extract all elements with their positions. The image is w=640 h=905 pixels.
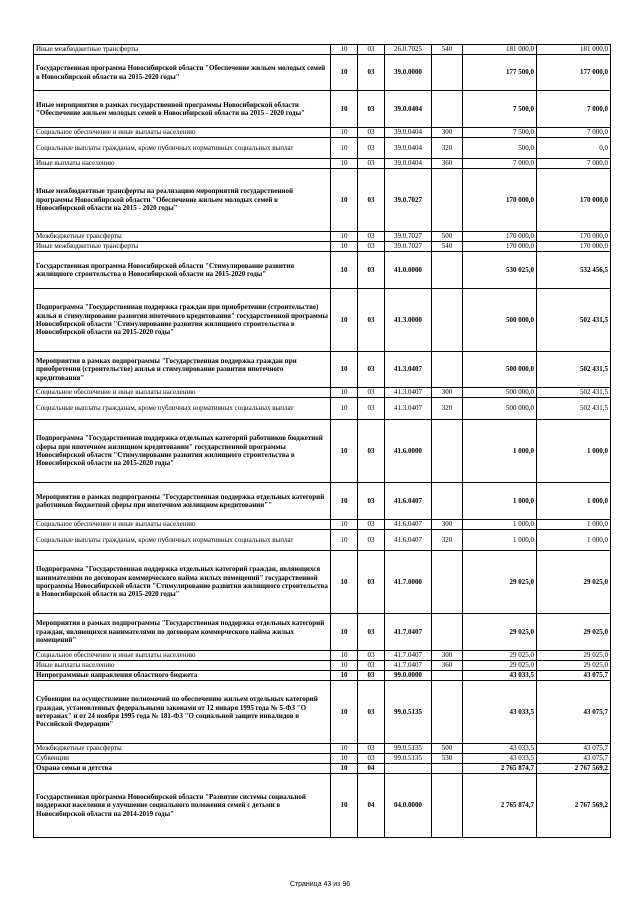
table-body — [34, 45, 611, 838]
row-subsection: 03 — [358, 551, 385, 614]
row-section: 10 — [331, 530, 358, 551]
row-name: Мероприятия в рамках подпрограммы "Государственная поддержка отдельных категорий граждан, являющихся нанимателями по договорам коммерческого найма жилых помещений" — [34, 614, 331, 651]
row-expense-type — [432, 55, 463, 91]
row-subsection: 03 — [358, 754, 385, 764]
row-target-code: 39.0.0000 — [385, 55, 432, 91]
row-amount-2017: 502 431,5 — [537, 352, 611, 388]
row-amount-2017: 170 000,0 — [537, 169, 611, 232]
row-name: Иные межбюджетные трансферты — [34, 45, 331, 55]
row-section: 10 — [331, 774, 358, 838]
row-section: 10 — [331, 252, 358, 289]
row-name: Охрана семьи и детства — [34, 764, 331, 774]
row-expense-type: 320 — [432, 398, 463, 420]
row-subsection: 03 — [358, 661, 385, 671]
row-expense-type — [432, 671, 463, 681]
row-expense-type: 300 — [432, 128, 463, 138]
row-amount-2016: 1 000,0 — [463, 420, 537, 483]
row-amount-2016: 1 000,0 — [463, 530, 537, 551]
row-amount-2016: 7 500,0 — [463, 128, 537, 138]
table-row — [34, 159, 611, 169]
page-number: Страница 43 из 96 — [289, 881, 351, 888]
row-section: 10 — [331, 159, 358, 169]
row-subsection: 03 — [358, 91, 385, 128]
table-row — [34, 138, 611, 159]
row-subsection: 03 — [358, 352, 385, 388]
table-row — [34, 483, 611, 520]
row-expense-type — [432, 614, 463, 651]
row-amount-2016: 2 765 874,7 — [463, 764, 537, 774]
table-row — [34, 289, 611, 352]
row-subsection: 03 — [358, 651, 385, 661]
row-section: 10 — [331, 614, 358, 651]
table-row — [34, 252, 611, 289]
row-name: Государственная программа Новосибирской области "Стимулирование развития жилищного строительства в Новосибирской области на 2015-2020 годы" — [34, 252, 331, 289]
table-row — [34, 614, 611, 651]
row-amount-2016: 2 765 874,7 — [463, 774, 537, 838]
table-row — [34, 754, 611, 764]
row-target-code: 26.0.7025 — [385, 45, 432, 55]
row-subsection: 03 — [358, 55, 385, 91]
row-name: Мероприятия в рамках подпрограммы "Государственная поддержка отдельных категорий работников бюджетной сферы при ипотечном жилищном кредитовании"" — [34, 483, 331, 520]
row-amount-2017: 43 075,7 — [537, 681, 611, 744]
row-expense-type: 300 — [432, 651, 463, 661]
row-target-code: 99.0.0000 — [385, 671, 432, 681]
row-name: Иные мероприятия в рамках государственной программы Новосибирской области "Обеспечение жильем молодых семей в Новосибирской области на 2015 - 2020 годы" — [34, 91, 331, 128]
row-target-code: 41.3.0407 — [385, 398, 432, 420]
row-amount-2017: 1 000,0 — [537, 520, 611, 530]
table-row — [34, 551, 611, 614]
row-amount-2017: 43 075,7 — [537, 744, 611, 754]
row-section: 10 — [331, 352, 358, 388]
row-name: Межбюджетные трансферты — [34, 744, 331, 754]
row-amount-2016: 500,0 — [463, 138, 537, 159]
row-amount-2017: 29 025,0 — [537, 651, 611, 661]
row-expense-type: 530 — [432, 754, 463, 764]
row-expense-type: 320 — [432, 530, 463, 551]
row-target-code: 39.0.0404 — [385, 138, 432, 159]
row-amount-2016: 530 025,0 — [463, 252, 537, 289]
row-section: 10 — [331, 398, 358, 420]
row-section: 10 — [331, 128, 358, 138]
row-name: Иные выплаты населению — [34, 661, 331, 671]
row-section: 10 — [331, 91, 358, 128]
row-name: Социальные выплаты гражданам, кроме публичных нормативных социальных выплат — [34, 530, 331, 551]
table-row — [34, 520, 611, 530]
row-subsection: 03 — [358, 420, 385, 483]
table-row — [34, 91, 611, 128]
row-target-code: 41.6.0407 — [385, 530, 432, 551]
row-expense-type — [432, 91, 463, 128]
row-expense-type: 320 — [432, 138, 463, 159]
row-target-code: 04.0.0000 — [385, 774, 432, 838]
row-subsection: 03 — [358, 138, 385, 159]
row-subsection: 03 — [358, 671, 385, 681]
row-name: Иные выплаты населению — [34, 159, 331, 169]
row-subsection: 04 — [358, 764, 385, 774]
row-amount-2016: 170 000,0 — [463, 242, 537, 252]
table-row — [34, 45, 611, 55]
row-section: 10 — [331, 55, 358, 91]
row-amount-2016: 43 033,5 — [463, 754, 537, 764]
table-row — [34, 671, 611, 681]
table-row — [34, 169, 611, 232]
row-subsection: 03 — [358, 744, 385, 754]
row-subsection: 03 — [358, 128, 385, 138]
row-target-code: 41.3.0407 — [385, 388, 432, 398]
row-section: 10 — [331, 744, 358, 754]
row-amount-2017: 7 000,0 — [537, 128, 611, 138]
row-subsection: 03 — [358, 530, 385, 551]
row-target-code: 41.0.0000 — [385, 252, 432, 289]
row-name: Субвенции на осуществление полномочий по обеспечению жильем отдельных категорий граждан, установленных федеральными законами от 12 января 1995 года № 5-ФЗ "О ветеранах" и от 24 ноября 1995 года № 181-ФЗ "О социальной защите инвалидов в Российской Федерации" — [34, 681, 331, 744]
row-subsection: 03 — [358, 242, 385, 252]
row-expense-type: 500 — [432, 232, 463, 242]
row-section: 10 — [331, 388, 358, 398]
row-expense-type — [432, 169, 463, 232]
row-section: 10 — [331, 520, 358, 530]
row-amount-2016: 181 000,0 — [463, 45, 537, 55]
row-subsection: 03 — [358, 388, 385, 398]
row-amount-2017: 181 000,0 — [537, 45, 611, 55]
row-amount-2016: 500 000,0 — [463, 352, 537, 388]
row-subsection: 03 — [358, 483, 385, 520]
row-target-code: 99.0.5135 — [385, 681, 432, 744]
table-row — [34, 530, 611, 551]
row-target-code — [385, 764, 432, 774]
table-row — [34, 398, 611, 420]
row-amount-2016: 43 033,5 — [463, 744, 537, 754]
row-name: Социальные выплаты гражданам, кроме публичных нормативных социальных выплат — [34, 138, 331, 159]
row-name: Социальное обеспечение и иные выплаты населению — [34, 651, 331, 661]
table-row — [34, 764, 611, 774]
table-row — [34, 774, 611, 838]
row-section: 10 — [331, 551, 358, 614]
row-subsection: 03 — [358, 169, 385, 232]
row-target-code: 41.7.0407 — [385, 614, 432, 651]
row-subsection: 03 — [358, 398, 385, 420]
row-section: 10 — [331, 651, 358, 661]
row-target-code: 39.0.0404 — [385, 128, 432, 138]
row-target-code: 39.0.0404 — [385, 159, 432, 169]
row-target-code: 41.3.0407 — [385, 352, 432, 388]
row-section: 10 — [331, 232, 358, 242]
row-amount-2016: 43 033,5 — [463, 671, 537, 681]
row-name: Иные межбюджетные трансферты — [34, 242, 331, 252]
row-amount-2017: 29 025,0 — [537, 614, 611, 651]
row-expense-type: 500 — [432, 744, 463, 754]
row-target-code: 39.0.0404 — [385, 91, 432, 128]
row-amount-2017: 2 767 569,2 — [537, 764, 611, 774]
budget-table — [33, 44, 611, 838]
row-name: Социальное обеспечение и иные выплаты населению — [34, 388, 331, 398]
row-amount-2016: 500 000,0 — [463, 289, 537, 352]
row-amount-2017: 170 000,0 — [537, 242, 611, 252]
table-row — [34, 232, 611, 242]
row-name: Подпрограмма "Государственная поддержка отдельных категорий граждан, являющихся нанимателями по договорам коммерческого найма жилых помещений" государственной программы Новосибирской области "Стимулирование развития жилищного строительства в Новосибирской области на 2015-2020 годы" — [34, 551, 331, 614]
row-amount-2016: 177 500,0 — [463, 55, 537, 91]
row-amount-2016: 170 000,0 — [463, 169, 537, 232]
row-amount-2016: 7 500,0 — [463, 91, 537, 128]
row-amount-2017: 532 456,5 — [537, 252, 611, 289]
row-target-code: 39.0.7027 — [385, 242, 432, 252]
row-amount-2017: 0,0 — [537, 138, 611, 159]
row-target-code: 41.7.0407 — [385, 651, 432, 661]
row-amount-2016: 1 000,0 — [463, 520, 537, 530]
row-amount-2017: 1 000,0 — [537, 420, 611, 483]
row-target-code: 99.0.5135 — [385, 744, 432, 754]
row-amount-2017: 177 000,0 — [537, 55, 611, 91]
row-expense-type — [432, 551, 463, 614]
row-amount-2017: 1 000,0 — [537, 530, 611, 551]
row-section: 10 — [331, 681, 358, 744]
row-name: Мероприятия в рамках подпрограммы "Государственная поддержка граждан при приобретении (строительстве) жилья и стимулирование развития ипотечного кредитования" — [34, 352, 331, 388]
row-amount-2017: 170 000,0 — [537, 232, 611, 242]
row-amount-2017: 43 075,7 — [537, 671, 611, 681]
row-name: Иные межбюджетные трансферты на реализацию мероприятий государственной программы Новосибирской области "Обеспечение жильем молодых семей в Новосибирской области на 2015 - 2020 годы" — [34, 169, 331, 232]
row-target-code: 41.7.0407 — [385, 661, 432, 671]
row-expense-type — [432, 764, 463, 774]
row-section: 10 — [331, 661, 358, 671]
table-row — [34, 651, 611, 661]
row-amount-2016: 29 025,0 — [463, 614, 537, 651]
row-amount-2016: 29 025,0 — [463, 551, 537, 614]
row-amount-2016: 29 025,0 — [463, 661, 537, 671]
row-amount-2017: 502 431,5 — [537, 289, 611, 352]
row-amount-2017: 29 025,0 — [537, 661, 611, 671]
row-subsection: 03 — [358, 520, 385, 530]
row-subsection: 03 — [358, 289, 385, 352]
row-section: 10 — [331, 483, 358, 520]
table-row — [34, 661, 611, 671]
row-name: Подпрограмма "Государственная поддержка граждан при приобретении (строительстве) жилья и стимулирование развития ипотечного кредитования" государственной программы Новосибирской области "Стимулирование развития жилищного строительства в Новосибирской области на 2015-2020 годы" — [34, 289, 331, 352]
row-amount-2016: 29 025,0 — [463, 651, 537, 661]
row-target-code: 41.6.0000 — [385, 420, 432, 483]
row-section: 10 — [331, 45, 358, 55]
row-name: Государственная программа Новосибирской области "Обеспечение жильем молодых семей в Новосибирской области на 2015-2020 годы" — [34, 55, 331, 91]
row-expense-type — [432, 483, 463, 520]
row-section: 10 — [331, 289, 358, 352]
row-amount-2016: 43 033,5 — [463, 681, 537, 744]
row-section: 10 — [331, 764, 358, 774]
row-name: Социальное обеспечение и иные выплаты населению — [34, 128, 331, 138]
row-amount-2016: 1 000,0 — [463, 483, 537, 520]
table-row — [34, 681, 611, 744]
row-subsection: 03 — [358, 252, 385, 289]
table-row — [34, 128, 611, 138]
row-amount-2017: 7 000,0 — [537, 159, 611, 169]
row-target-code: 99.0.5135 — [385, 754, 432, 764]
row-target-code: 41.6.0407 — [385, 520, 432, 530]
row-name: Социальное обеспечение и иные выплаты населению — [34, 520, 331, 530]
table-row — [34, 744, 611, 754]
row-expense-type: 300 — [432, 388, 463, 398]
row-amount-2017: 502 431,5 — [537, 388, 611, 398]
row-section: 10 — [331, 420, 358, 483]
row-target-code: 39.0.7027 — [385, 169, 432, 232]
row-section: 10 — [331, 671, 358, 681]
row-amount-2017: 502 431,5 — [537, 398, 611, 420]
row-expense-type: 540 — [432, 242, 463, 252]
table-row — [34, 388, 611, 398]
row-expense-type: 540 — [432, 45, 463, 55]
row-amount-2016: 500 000,0 — [463, 398, 537, 420]
row-name: Подпрограмма "Государственная поддержка отдельных категорий работников бюджетной сферы при ипотечном жилищном кредитовании" государственной программы Новосибирской области "Стимулирование развития жилищного строительства в Новосибирской области на 2015-2020 годы" — [34, 420, 331, 483]
row-section: 10 — [331, 242, 358, 252]
row-expense-type — [432, 681, 463, 744]
row-target-code: 39.0.7027 — [385, 232, 432, 242]
row-subsection: 03 — [358, 232, 385, 242]
row-amount-2016: 7 000,0 — [463, 159, 537, 169]
row-expense-type — [432, 420, 463, 483]
row-target-code: 41.3.0000 — [385, 289, 432, 352]
row-expense-type: 360 — [432, 661, 463, 671]
row-subsection: 03 — [358, 159, 385, 169]
row-amount-2017: 43 075,7 — [537, 754, 611, 764]
row-section: 10 — [331, 138, 358, 159]
row-target-code: 41.6.0407 — [385, 483, 432, 520]
row-amount-2017: 29 025,0 — [537, 551, 611, 614]
row-subsection: 04 — [358, 774, 385, 838]
row-name: Межбюджетные трансферты — [34, 232, 331, 242]
row-section: 10 — [331, 169, 358, 232]
table-row — [34, 242, 611, 252]
row-amount-2017: 7 000,0 — [537, 91, 611, 128]
row-expense-type — [432, 774, 463, 838]
table-row — [34, 55, 611, 91]
row-name: Социальные выплаты гражданам, кроме публичных нормативных социальных выплат — [34, 398, 331, 420]
row-amount-2016: 500 000,0 — [463, 388, 537, 398]
row-expense-type — [432, 252, 463, 289]
row-amount-2016: 170 000,0 — [463, 232, 537, 242]
row-section: 10 — [331, 754, 358, 764]
table-row — [34, 420, 611, 483]
row-expense-type — [432, 289, 463, 352]
row-name: Непрограммные направления областного бюджета — [34, 671, 331, 681]
row-name: Государственная программа Новосибирской области "Развитие системы социальной поддержки населения и улучшение социального положения семей с детьми в Новосибирской области на 2014-2019 годы" — [34, 774, 331, 838]
table-row — [34, 352, 611, 388]
row-expense-type: 360 — [432, 159, 463, 169]
row-subsection: 03 — [358, 681, 385, 744]
row-amount-2017: 1 000,0 — [537, 483, 611, 520]
row-amount-2017: 2 767 569,2 — [537, 774, 611, 838]
row-name: Субвенции — [34, 754, 331, 764]
row-subsection: 03 — [358, 45, 385, 55]
row-target-code: 41.7.0000 — [385, 551, 432, 614]
row-expense-type: 300 — [432, 520, 463, 530]
row-expense-type — [432, 352, 463, 388]
row-subsection: 03 — [358, 614, 385, 651]
